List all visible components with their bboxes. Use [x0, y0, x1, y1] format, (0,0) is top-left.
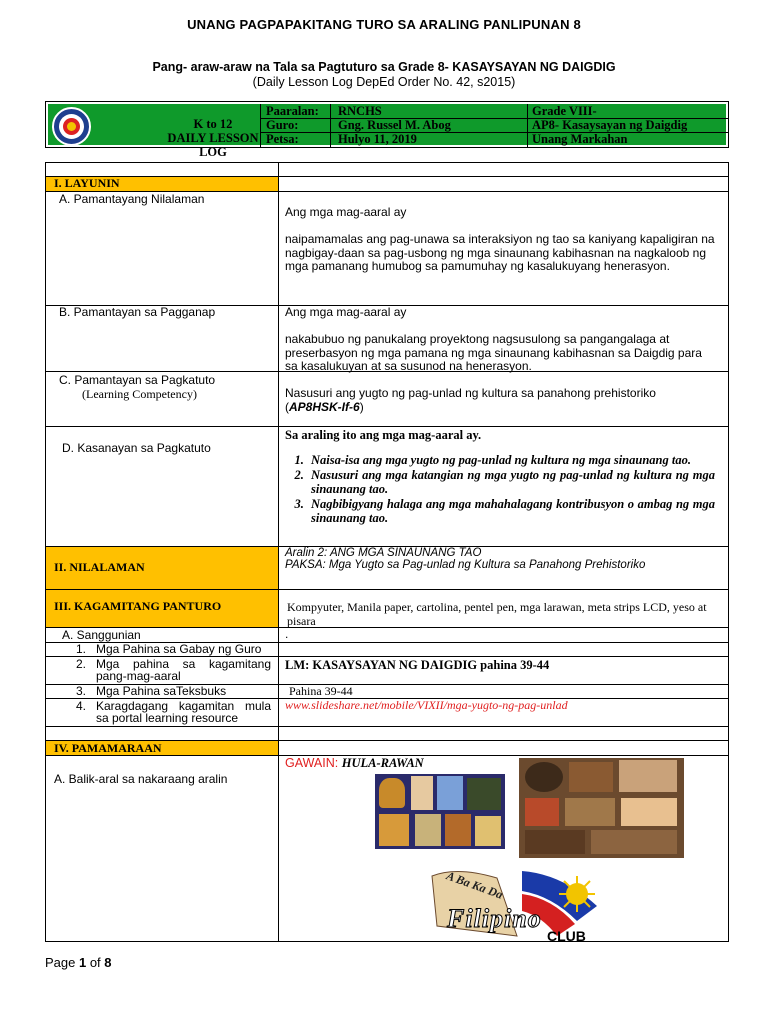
saints-collage-image	[375, 774, 505, 849]
page-footer: Page 1 of 8	[45, 955, 112, 970]
row-label-c-sub: (Learning Competency)	[82, 387, 197, 401]
balik-aral-label: A. Balik-aral sa nakaraang aralin	[54, 772, 228, 786]
c-content: Nasusuri ang yugto ng pag-unlad ng kultura sa panahong prehistoriko (AP8HSK-If-6)	[285, 386, 656, 414]
table-row	[46, 192, 728, 306]
paaralan-label: Paaralan:	[266, 104, 319, 118]
list-item: 1. Naisa-isa ang mga yugto ng pag-unlad ng kultura ng mga sinaunang tao.	[307, 453, 715, 468]
objectives-list	[285, 453, 715, 526]
table-row	[46, 177, 728, 192]
table-row	[46, 427, 728, 547]
people-collage-image	[519, 758, 684, 858]
quarter-value: Unang Markahan	[532, 132, 628, 146]
section-heading-layunin: I. LAYUNIN	[54, 176, 120, 190]
list-item: 3. Nagbibigyang halaga ang mga mahahalagang kontribusyon o ambag ng mga sinaunang tao.	[307, 497, 715, 526]
table-row: 1. Mga Pahina sa Gabay ng Guro	[46, 643, 728, 657]
table-row	[46, 547, 728, 590]
resource-4-label: Karagdagang kagamitan mula	[96, 699, 271, 713]
document-title: UNANG PAGPAPAKITANG TURO SA ARALING PANLIPUNAN 8	[187, 17, 581, 32]
table-row	[46, 756, 728, 941]
a-intro: Ang mga mag-aaral ay	[285, 205, 407, 219]
table-row	[46, 163, 728, 177]
table-row: 4. Karagdagang kagamitan mula sa portal learning resource www.slideshare.net/mobile/VIXII/mga-yugto-ng-pag-unlad	[46, 699, 728, 727]
b-intro: Ang mga mag-aaral ay	[285, 305, 407, 319]
row-label-a: A. Pamantayang Nilalaman	[59, 192, 205, 206]
gawain-title: GAWAIN: HULA-RAWAN	[285, 756, 424, 770]
table-row: A. Sanggunian .	[46, 628, 728, 643]
competency-code: AP8HSK-If-6	[289, 399, 360, 414]
resource-2-label: Mga pahina sa kagamitang	[96, 657, 271, 671]
document-subtitle: Pang- araw-araw na Tala sa Pagtuturo sa Grade 8- KASAYSAYAN NG DAIGDIG	[152, 60, 616, 74]
info-header-table	[45, 101, 729, 159]
d-intro: Sa araling ito ang mga mag-aaral ay.	[285, 428, 482, 442]
page-number: 1	[78, 955, 87, 970]
document-order: (Daily Lesson Log DepEd Order No. 42, s2015)	[252, 75, 516, 89]
page-total: 8	[104, 955, 112, 970]
table-row	[46, 727, 728, 741]
resource-2-value: LM: KASAYSAYAN NG DAIGDIG pahina 39-44	[285, 658, 550, 672]
b-content: nakabubuo ng panukalang proyektong nagsusulong sa pangangalaga at preserbasyon ng mga pamana ng mga sinaunang kabihasnan sa Daigdig para sa kasalukuyan at sa susunod na henerasyon.	[285, 332, 702, 373]
k12-label: K to 12 DAILY LESSON LOG	[167, 117, 259, 159]
guro-label: Guro:	[266, 118, 299, 132]
list-item: 2. Nasusuri ang mga katangian ng mga yugto ng pag-unlad ng kultura ng mga sinaunang tao.	[307, 468, 715, 497]
table-row	[46, 741, 728, 756]
row-label-c: C. Pamantayan sa Pagkatuto	[59, 373, 216, 387]
grade-value: Grade VIII-	[532, 104, 597, 118]
sanggunian-label: A. Sanggunian	[62, 628, 141, 642]
section-heading-kagamitan: III. KAGAMITANG PANTURO	[54, 599, 222, 613]
paaralan-value: RNCHS	[338, 104, 382, 118]
petsa-value: Hulyo 11, 2019	[338, 132, 417, 146]
paksa-title: PAKSA: Mga Yugto sa Pag-unlad ng Kultura sa Panahong Prehistoriko	[285, 559, 646, 571]
table-row	[46, 590, 728, 628]
filipino-club-logo: A Ba Ka Da Filipino CLUB	[427, 866, 617, 941]
table-row: 2. Mga pahina sa kagamitang pang-mag-aaral LM: KASAYSAYAN NG DAIGDIG pahina 39-44	[46, 657, 728, 685]
a-content: naipamamalas ang pag-unawa sa interaksiyon ng tao sa kaniyang kapaligiran na nagbigay-daan sa pag-usbong ng mga sinaunang kabihasnan na nagkaloob ng mga pamanang humubog sa pamumuhay ng kasalukuyang henerasyon.	[285, 232, 715, 273]
materials-list: Kompyuter, Manila paper, cartolina, pentel pen, mga larawan, meta strips LCD, yeso at pisara	[287, 600, 707, 628]
aralin-title: Aralin 2: ANG MGA SINAUNANG TAO	[285, 547, 482, 559]
guro-value: Gng. Russel M. Abog	[338, 118, 451, 132]
row-label-b: B. Pamantayan sa Pagganap	[59, 305, 216, 319]
section-heading-nilalaman: II. NILALAMAN	[54, 560, 145, 574]
deped-seal-icon	[52, 107, 91, 146]
resource-1-label: Mga Pahina sa Gabay ng Guro	[96, 642, 262, 656]
resource-link[interactable]: www.slideshare.net/mobile/VIXII/mga-yugto-ng-pag-unlad	[285, 698, 568, 712]
subject-value: AP8- Kasaysayan ng Daigdig	[532, 118, 688, 132]
section-heading-pamamaraan: IV. PAMAMARAAN	[54, 741, 162, 755]
resource-3-value: Pahina 39-44	[289, 684, 353, 698]
lesson-log-table	[45, 162, 729, 942]
table-row	[46, 372, 728, 427]
petsa-label: Petsa:	[266, 132, 299, 146]
row-label-d: D. Kasanayan sa Pagkatuto	[62, 441, 211, 455]
table-row	[46, 306, 728, 372]
resource-3-label: Mga Pahina saTeksbuks	[96, 684, 227, 698]
table-row: 3. Mga Pahina saTeksbuks Pahina 39-44	[46, 685, 728, 699]
